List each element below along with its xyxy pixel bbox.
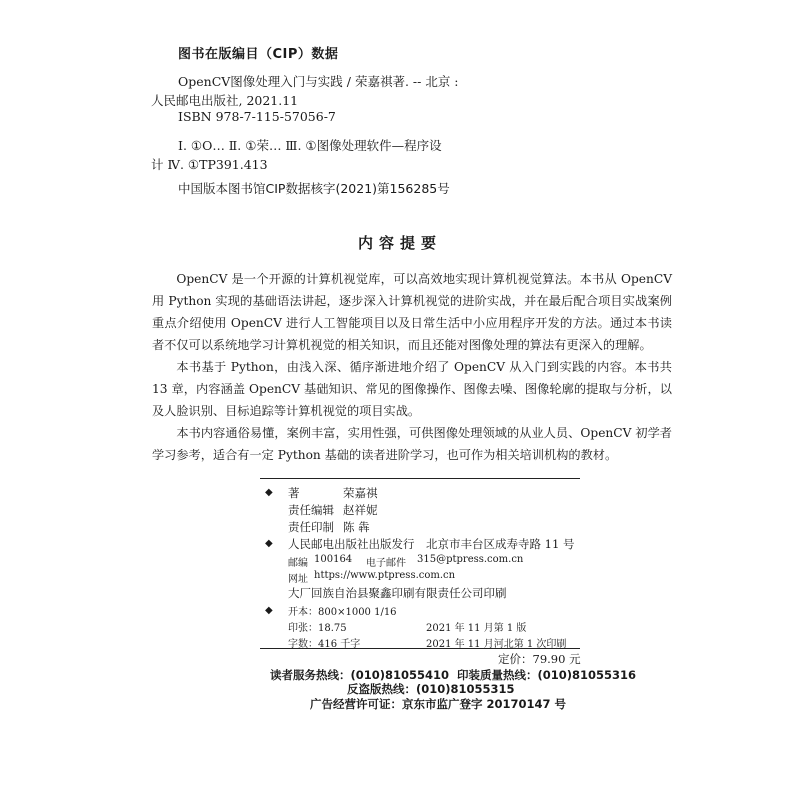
cip-line-classification: Ⅰ. ①O… Ⅱ. ①荣… Ⅲ. ①图像处理软件—程序设 [178,138,442,153]
print-manager-label: 责任印制 [288,520,334,534]
cip-line-title: OpenCV图像处理入门与实践 / 荣嘉祺著. -- 北京 : [178,74,459,89]
website-value: https://www.ptpress.com.cn [314,570,456,581]
publisher-name: 人民邮电出版社出版发行 [288,537,415,551]
summary-paragraph-1: OpenCV 是一个开源的计算机视觉库，可以高效地实现计算机视觉算法。本书从 OpenCV 用 Python 实现的基础语法讲起，逐步深入计算机视觉的进阶实战，并在最后配合项目实战案例重点介绍使用 OpenCV 进行人工智能项目以及日常生活中小应用程序开发的方法。通过本书读者不仅可以系统地学习计算机视觉的相关知识，而且还能对图像处理的算法有更深入的理解。 [152,272,672,352]
word-count: 字数：416 千字 [288,639,361,650]
sheets-info: 印张：18.75 [288,623,347,634]
summary-paragraph-3: 本书内容通俗易懂，案例丰富，实用性强，可供图像处理领域的从业人员、OpenCV 初学者学习参考，适合有一定 Python 基础的读者进阶学习，也可作为相关培训机构的教材。 [152,426,672,462]
cip-line-publisher: 人民邮电出版社, 2021.11 [151,93,299,108]
divider-bottom [260,648,580,649]
printing-info: 2021 年 11 月河北第 1 次印刷 [426,639,567,650]
cip-record-number: 中国版本图书馆CIP数据核字(2021)第156285号 [178,181,450,196]
divider-top [260,478,580,479]
cip-title: 图书在版编目（CIP）数据 [178,47,339,62]
price: 定价：79.90 元 [498,652,581,666]
anti-piracy-hotline: 反盗版热线：(010)81055315 [347,682,515,696]
summary-paragraph-2: 本书基于 Python，由浅入深、循序渐进地介绍了 OpenCV 从入门到实践的内容。本书共 13 章，内容涵盖 OpenCV 基础知识、常见的图像操作、图像去噪、图像轮廓的提取与分析，以及人脸识别、目标追踪等计算机视觉的项目实战。 [152,360,672,418]
cip-line-isbn: ISBN 978-7-115-57056-7 [178,109,336,124]
email-label: 电子邮件 [366,558,406,569]
bullet-diamond: ◆ [265,605,273,616]
print-quality-hotline: 印装质量热线：(010)81055316 [457,668,637,682]
author-name: 荣嘉祺 [343,486,378,500]
postcode-label: 邮编 [288,558,308,569]
edition-info: 2021 年 11 月第 1 版 [426,623,527,634]
postcode-value: 100164 [314,554,353,565]
website-label: 网址 [288,574,308,585]
ad-license: 广告经营许可证：京东市监广登字 20170147 号 [310,697,567,711]
email-value: 315@ptpress.com.cn [417,554,524,565]
printer-name: 大厂回族自治县聚鑫印刷有限责任公司印刷 [288,586,507,600]
editor-label: 责任编辑 [288,503,334,517]
summary-title: 内容提要 [357,234,442,252]
author-label: 著 [288,486,300,500]
format-info: 开本：800×1000 1/16 [288,607,397,618]
bullet-diamond: ◆ [265,487,273,498]
publisher-address: 北京市丰台区成寿寺路 11 号 [426,537,575,551]
print-manager-name: 陈 犇 [343,520,370,534]
bullet-diamond: ◆ [265,538,273,549]
summary-body [152,268,672,466]
reader-service-hotline: 读者服务热线：(010)81055410 [270,668,450,682]
editor-name: 赵祥妮 [343,503,378,517]
cip-line-classification-cont: 计 Ⅳ. ①TP391.413 [151,157,268,172]
